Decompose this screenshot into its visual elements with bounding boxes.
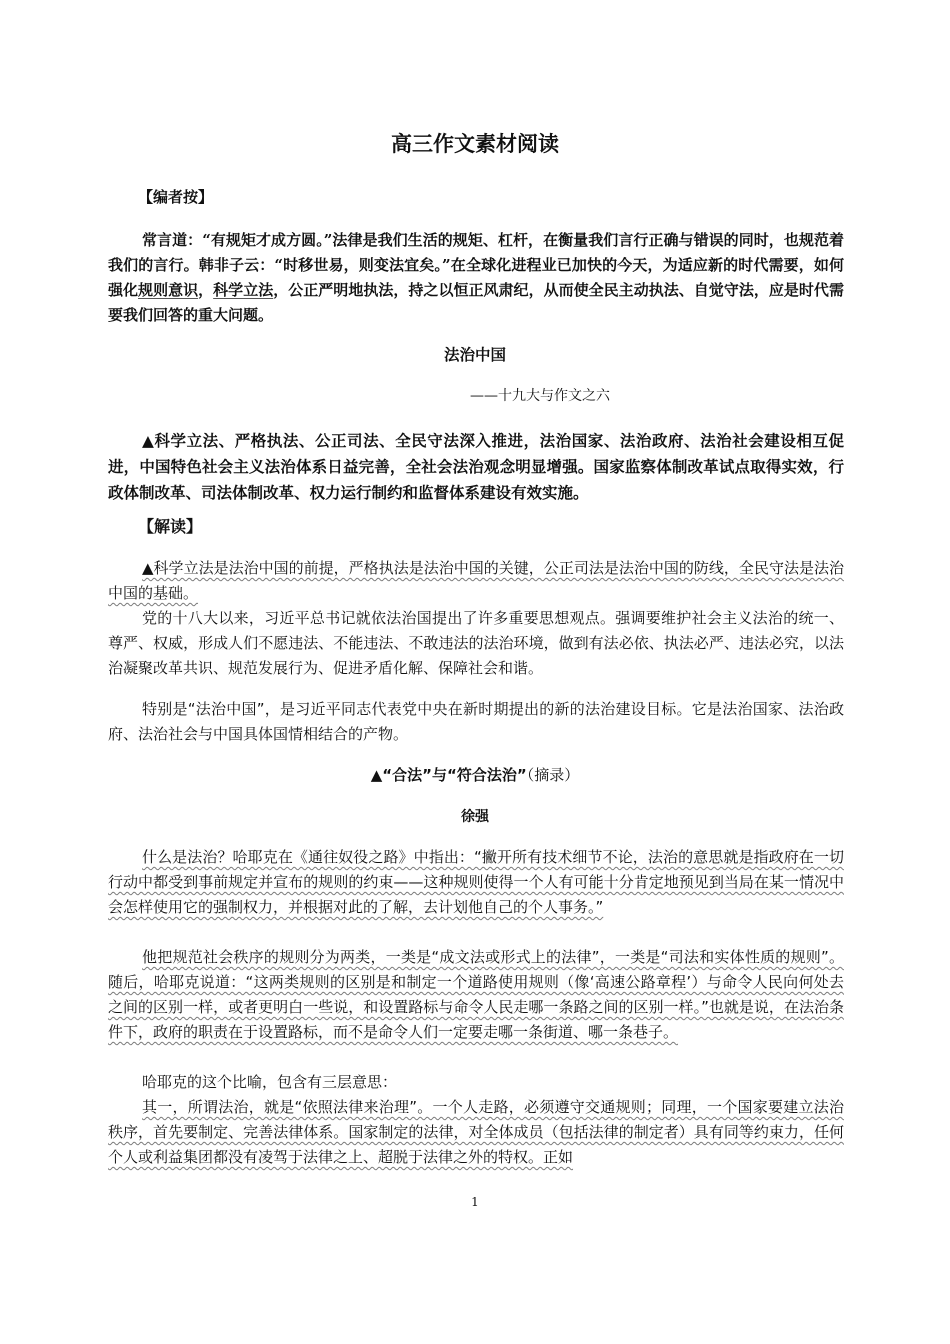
article-paragraph-3: 哈耶克的这个比喻，包含有三层意思：	[142, 1073, 398, 1091]
section-quote: ▲科学立法、严格执法、公正司法、全民守法深入推进，法治国家、法治政府、法治社会建设相互促进，中国特色社会主义法治体系日益完善，全社会法治观念明显增强。国家监察体制改革试点取得实效，行政体制改革、司法体制改革、权力运行制约和监督体系建设有效实施。	[108, 432, 844, 502]
article-paragraph-2	[108, 945, 844, 1045]
interpretation-label: 【解读】	[138, 517, 203, 536]
article-title-note: （摘录）	[526, 766, 580, 784]
article-paragraph-1-text: 什么是法治？哈耶克在《通往奴役之路》中指出：“撇开所有技术细节不论，法治的意思就是指政府在一切行动中都受到事前规定并宣布的规则的约束——这种规则使得一个人有可能十分肯定地预见到当局在某一情况中会怎样使用它的强制权力，并根据对此的了解，去计划他自己的个人事务。”	[108, 848, 844, 916]
document-title: 高三作文素材阅读	[391, 132, 559, 156]
editor-note-separator: ，	[198, 281, 214, 299]
article-title-main: ▲“合法”与“符合法治”	[370, 766, 527, 784]
interpretation-paragraph-2: 党的十八大以来，习近平总书记就依法治国提出了许多重要思想观点。强调要维护社会主义法治的统一、尊严、权威，形成人们不愿违法、不能违法、不敢违法的法治环境，做到有法必依、执法必严、违法必究，以法治凝聚改革共识、规范发展行为、促进矛盾化解、保障社会和谐。	[108, 609, 844, 677]
article-paragraph-1	[108, 845, 844, 920]
article-author: 徐强	[461, 809, 489, 825]
editor-note-paragraph	[108, 228, 844, 328]
editor-note-label: 【编者按】	[138, 188, 214, 206]
interpretation-wavy-text: ▲科学立法是法治中国的前提，严格执法是法治中国的关键，公正司法是法治中国的防线，全民守法是法治中国的基础。	[108, 559, 844, 602]
page-number: 1	[471, 1195, 479, 1209]
article-paragraph-2-text: 他把规范社会秩序的规则分为两类，一类是“成文法或形式上的法律”，一类是“司法和实体性质的规则”。随后，哈耶克说道：“这两类规则的区别是和制定一个道路使用规则（像‘高速公路章程’）与命令人民向何处去之间的区别一样，或者更明白一些说，和设置路标与命令人民走哪一条路之间的区别一样。”也就是说，在法治条件下，政府的职责在于设置路标，而不是命令人们一定要走哪一条街道、哪一条巷子。	[108, 948, 844, 1041]
article-title	[0, 764, 950, 785]
article-paragraph-4	[108, 1095, 844, 1170]
editor-note-text-b: ，公正严明地执法，持之以恒正风肃纪，从而使全民主动执法、自觉守法，应是时代需要我们回答的重大问题。	[108, 281, 844, 324]
interpretation-paragraph-1	[108, 556, 844, 606]
editor-note-text-a: 常言道：“有规矩才成方圆。”法律是我们生活的规矩、杠杆，在衡量我们言行正确与错误的同时，也规范着我们的言行。韩非子云：“时移世易，则变法宜矣。”在全球化进程业已加快的今天，为适应新的时代需要，如何强化	[108, 231, 844, 299]
editor-note-underline-rule-awareness: 规则意识	[138, 281, 199, 299]
article-paragraph-4-text: 其一，所谓法治，就是“依照法律来治理”。一个人走路，必须遵守交通规则；同理，一个国家要建立法治秩序，首先要制定、完善法律体系。国家制定的法律，对全体成员（包括法律的制定者）具有同等约束力，任何个人或利益集团都没有凌驾于法律之上、超脱于法律之外的特权。正如	[108, 1098, 844, 1166]
editor-note-underline-scientific-legislation: 科学立法	[213, 281, 274, 299]
interpretation-paragraph-3: 特别是“法治中国”，是习近平同志代表党中央在新时期提出的新的法治建设目标。它是法治国家、法治政府、法治社会与中国具体国情相结合的产物。	[108, 700, 844, 743]
section-subtitle: ——十九大与作文之六	[470, 388, 610, 404]
section-title: 法治中国	[443, 346, 506, 364]
